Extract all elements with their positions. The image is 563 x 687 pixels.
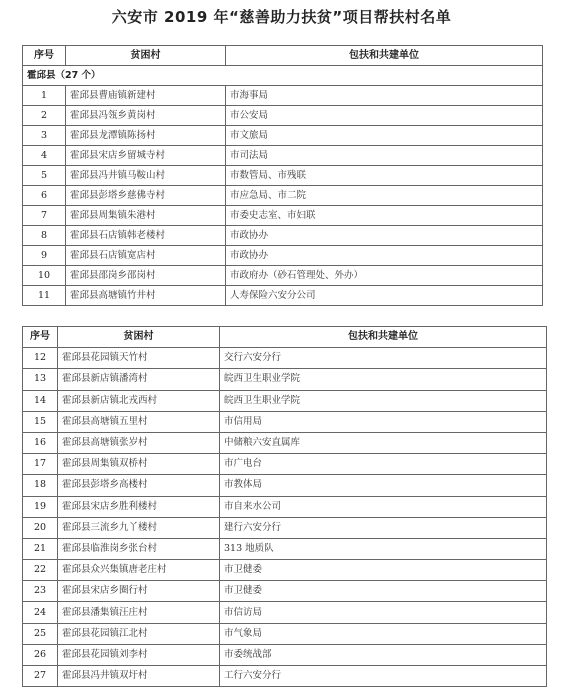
- table-row: [23, 146, 543, 166]
- village-name: 霍邱县周集镇双桥村: [58, 454, 220, 475]
- row-number: 19: [23, 496, 58, 517]
- support-unit: 市委史志室、市妇联: [226, 206, 543, 226]
- village-name: 霍邱县宋店乡圈行村: [58, 581, 220, 602]
- village-name: 霍邱县新店镇北戎西村: [58, 390, 220, 411]
- table-row: [23, 560, 547, 581]
- table-row: [23, 106, 543, 126]
- county-row: [23, 66, 543, 86]
- table-row: [23, 348, 547, 369]
- table-row: [23, 538, 547, 559]
- table-row: [23, 411, 547, 432]
- village-name: 霍邱县曹庙镇新建村: [66, 86, 226, 106]
- row-number: 16: [23, 432, 58, 453]
- village-name: 霍邱县花园镇刘李村: [58, 644, 220, 665]
- support-unit: 313 地质队: [220, 538, 547, 559]
- village-name: 霍邱县宋店乡留城寺村: [66, 146, 226, 166]
- table-row: [23, 286, 543, 306]
- row-number: 27: [23, 666, 58, 687]
- support-unit: 市公安局: [226, 106, 543, 126]
- row-number: 8: [23, 226, 66, 246]
- table-row: [23, 454, 547, 475]
- support-unit: 市卫健委: [220, 581, 547, 602]
- village-name: 霍邱县石店镇宽店村: [66, 246, 226, 266]
- village-name: 霍邱县高塘镇五里村: [58, 411, 220, 432]
- row-number: 15: [23, 411, 58, 432]
- header-unit: 包扶和共建单位: [220, 327, 547, 348]
- village-name: 霍邱县高塘镇竹井村: [66, 286, 226, 306]
- table-header-row: [23, 327, 547, 348]
- village-name: 霍邱县彭塔乡高楼村: [58, 475, 220, 496]
- village-name: 霍邱县彭塔乡慈佛寺村: [66, 186, 226, 206]
- support-unit: 市文旅局: [226, 126, 543, 146]
- header-village: 贫困村: [66, 46, 226, 66]
- document-title: 六安市 2019 年“慈善助力扶贫”项目帮扶村名单: [111, 8, 452, 26]
- village-name: 霍邱县潘集镇汪庄村: [58, 602, 220, 623]
- village-name: 霍邱县龙潭镇陈扬村: [66, 126, 226, 146]
- table-header-row: [23, 46, 543, 66]
- support-unit: 市政协办: [226, 226, 543, 246]
- table-row: [23, 644, 547, 665]
- support-unit: 市司法局: [226, 146, 543, 166]
- table-part-2: [22, 326, 547, 687]
- table-row: [23, 206, 543, 226]
- county-label: 霍邱县（27 个）: [23, 66, 543, 86]
- support-unit: 皖西卫生职业学院: [220, 390, 547, 411]
- table-row: [23, 186, 543, 206]
- table-row: [23, 496, 547, 517]
- table-row: [23, 266, 543, 286]
- support-unit: 中储粮六安直属库: [220, 432, 547, 453]
- support-unit: 交行六安分行: [220, 348, 547, 369]
- table-row: [23, 369, 547, 390]
- support-unit: 皖西卫生职业学院: [220, 369, 547, 390]
- row-number: 7: [23, 206, 66, 226]
- support-unit: 市数管局、市残联: [226, 166, 543, 186]
- village-name: 霍邱县三流乡九丫楼村: [58, 517, 220, 538]
- support-unit: 工行六安分行: [220, 666, 547, 687]
- row-number: 20: [23, 517, 58, 538]
- row-number: 13: [23, 369, 58, 390]
- village-name: 霍邱县花园镇天竹村: [58, 348, 220, 369]
- row-number: 9: [23, 246, 66, 266]
- row-number: 5: [23, 166, 66, 186]
- table-row: [23, 126, 543, 146]
- row-number: 17: [23, 454, 58, 475]
- table-row: [23, 86, 543, 106]
- village-name: 霍邱县周集镇朱港村: [66, 206, 226, 226]
- row-number: 24: [23, 602, 58, 623]
- row-number: 10: [23, 266, 66, 286]
- village-name: 霍邱县临淮岗乡张台村: [58, 538, 220, 559]
- support-unit: 市信访局: [220, 602, 547, 623]
- support-unit: 人寿保险六安分公司: [226, 286, 543, 306]
- village-name: 霍邱县高塘镇张岁村: [58, 432, 220, 453]
- table-row: [23, 246, 543, 266]
- support-unit: 建行六安分行: [220, 517, 547, 538]
- row-number: 6: [23, 186, 66, 206]
- support-unit: 市卫健委: [220, 560, 547, 581]
- village-name: 霍邱县邵岗乡邵岗村: [66, 266, 226, 286]
- support-unit: 市政协办: [226, 246, 543, 266]
- table-row: [23, 475, 547, 496]
- row-number: 26: [23, 644, 58, 665]
- support-unit: 市海事局: [226, 86, 543, 106]
- support-unit: 市广电台: [220, 454, 547, 475]
- table-part-1: [22, 45, 543, 306]
- row-number: 1: [23, 86, 66, 106]
- row-number: 11: [23, 286, 66, 306]
- table-row: [23, 517, 547, 538]
- table-row: [23, 623, 547, 644]
- village-name: 霍邱县花园镇江北村: [58, 623, 220, 644]
- village-name: 霍邱县冯井镇双圩村: [58, 666, 220, 687]
- row-number: 14: [23, 390, 58, 411]
- header-unit: 包扶和共建单位: [226, 46, 543, 66]
- header-no: 序号: [23, 46, 66, 66]
- table-row: [23, 666, 547, 687]
- table-row: [23, 166, 543, 186]
- support-unit: 市气象局: [220, 623, 547, 644]
- table-row: [23, 432, 547, 453]
- village-name: 霍邱县石店镇韩老楼村: [66, 226, 226, 246]
- support-unit: 市信用局: [220, 411, 547, 432]
- table-row: [23, 390, 547, 411]
- table-row: [23, 226, 543, 246]
- row-number: 25: [23, 623, 58, 644]
- row-number: 2: [23, 106, 66, 126]
- village-name: 霍邱县众兴集镇唐老庄村: [58, 560, 220, 581]
- village-name: 霍邱县新店镇潘湾村: [58, 369, 220, 390]
- row-number: 21: [23, 538, 58, 559]
- row-number: 3: [23, 126, 66, 146]
- row-number: 18: [23, 475, 58, 496]
- support-unit: 市应急局、市二院: [226, 186, 543, 206]
- village-name: 霍邱县宋店乡胜利楼村: [58, 496, 220, 517]
- support-unit: 市自来水公司: [220, 496, 547, 517]
- support-unit: 市政府办（砂石管理处、外办）: [226, 266, 543, 286]
- header-no: 序号: [23, 327, 58, 348]
- village-name: 霍邱县冯瓴乡黄岗村: [66, 106, 226, 126]
- table-row: [23, 581, 547, 602]
- row-number: 23: [23, 581, 58, 602]
- row-number: 22: [23, 560, 58, 581]
- row-number: 4: [23, 146, 66, 166]
- table-row: [23, 602, 547, 623]
- village-name: 霍邱县冯井镇马鞍山村: [66, 166, 226, 186]
- header-village: 贫困村: [58, 327, 220, 348]
- row-number: 12: [23, 348, 58, 369]
- support-unit: 市委统战部: [220, 644, 547, 665]
- support-unit: 市教体局: [220, 475, 547, 496]
